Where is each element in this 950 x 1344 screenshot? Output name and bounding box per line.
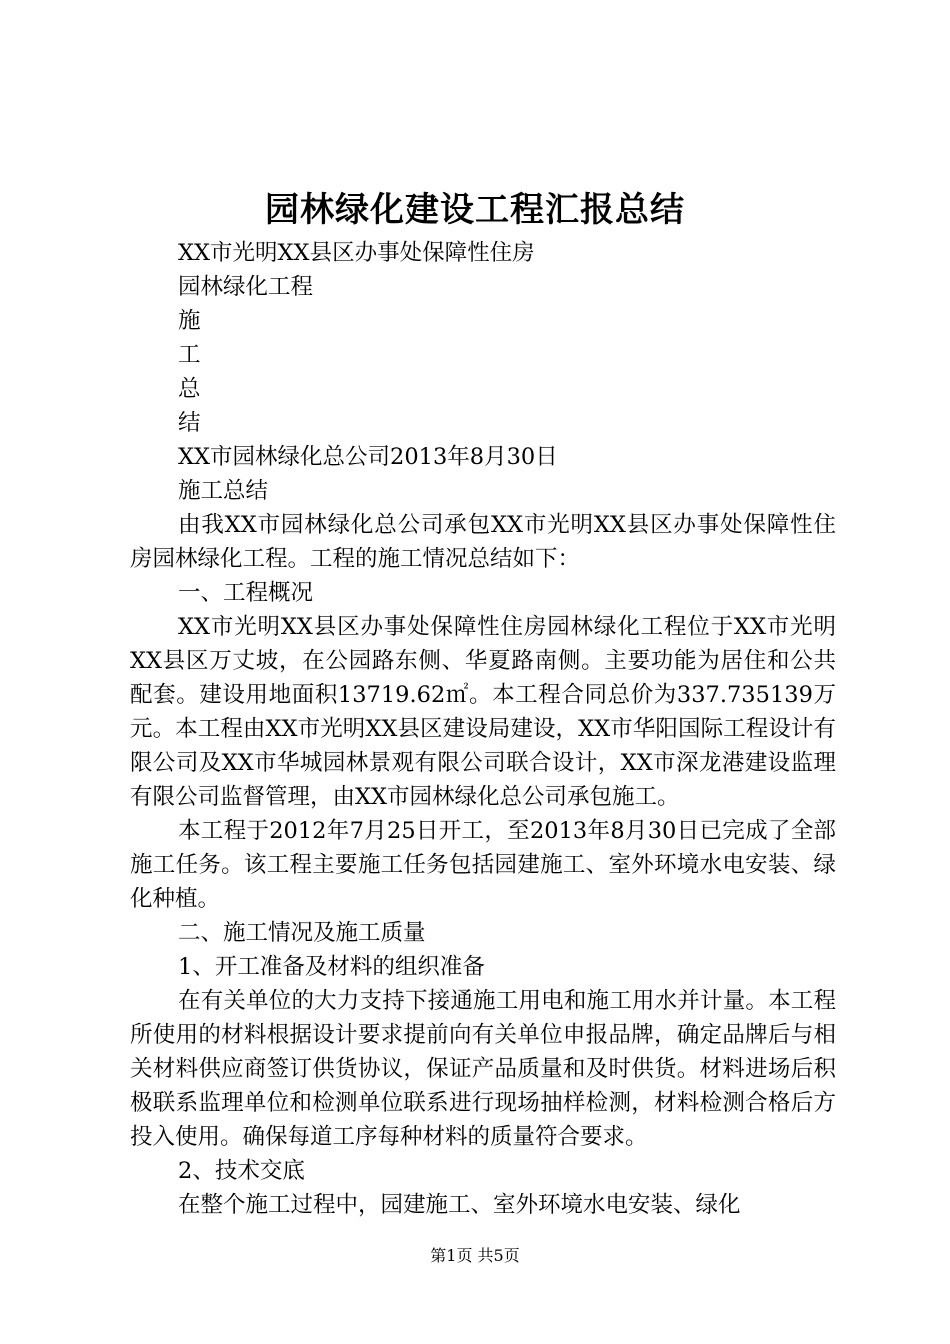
preparation-paragraph: 在有关单位的大力支持下接通施工用电和施工用水并计量。本工程所使用的材料根据设计要求提前向有关单位申报品牌，确定品牌后与相关材料供应商签订供货协议，保证产品质量和及时供货。材料进场后积极联系监理单位和检测单位联系进行现场抽样检测，材料检测合格后方投入使用。确保每道工序每种材料的质量符合要求。 [130,988,836,1150]
briefing-paragraph: 在整个施工过程中，园建施工、室外环境水电安装、绿化 [178,1192,741,1218]
subsection-heading-preparation: 1、开工准备及材料的组织准备 [178,954,485,980]
header-line-char-4: 结 [178,410,201,436]
page-number-footer: 第1页 共5页 [430,1246,520,1265]
section-heading-overview: 一、工程概况 [178,580,314,606]
overview-paragraph-1: XX市光明XX县区办事处保障性住房园林绿化工程位于XX市光明XX县区万丈坡，在公园路东侧、华夏路南侧。主要功能为居住和公共配套。建设用地面积13719.62㎡。本工程合同总价为337.735139万元。本工程由XX市光明XX县区建设局建设，XX市华阳国际工程设计有限公司及XX市华城园林景观有限公司联合设计，XX市深龙港建设监理有限公司监督管理，由XX市园林绿化总公司承包施工。 [130,614,836,810]
header-line-char-2: 工 [178,342,201,368]
header-line-char-1: 施 [178,308,201,334]
header-line-project-type: 园林绿化工程 [178,274,314,300]
header-line-char-3: 总 [178,376,201,402]
section-heading-construction: 二、施工情况及施工质量 [178,920,426,946]
subsection-heading-briefing: 2、技术交底 [178,1158,305,1184]
header-line-project: XX市光明XX县区办事处保障性住房 [178,240,535,266]
document-body [130,236,836,1222]
overview-paragraph-2: 本工程于2012年7月25日开工，至2013年8月30日已完成了全部施工任务。该工程主要施工任务包括园建施工、室外环境水电安装、绿化种植。 [130,818,836,912]
header-line-company-date: XX市园林绿化总公司2013年8月30日 [178,444,558,470]
header-line-subtitle: 施工总结 [178,478,269,504]
intro-paragraph: 由我XX市园林绿化总公司承包XX市光明XX县区办事处保障性住房园林绿化工程。工程的施工情况总结如下： [130,512,836,572]
document-title: 园林绿化建设工程汇报总结 [265,190,685,230]
